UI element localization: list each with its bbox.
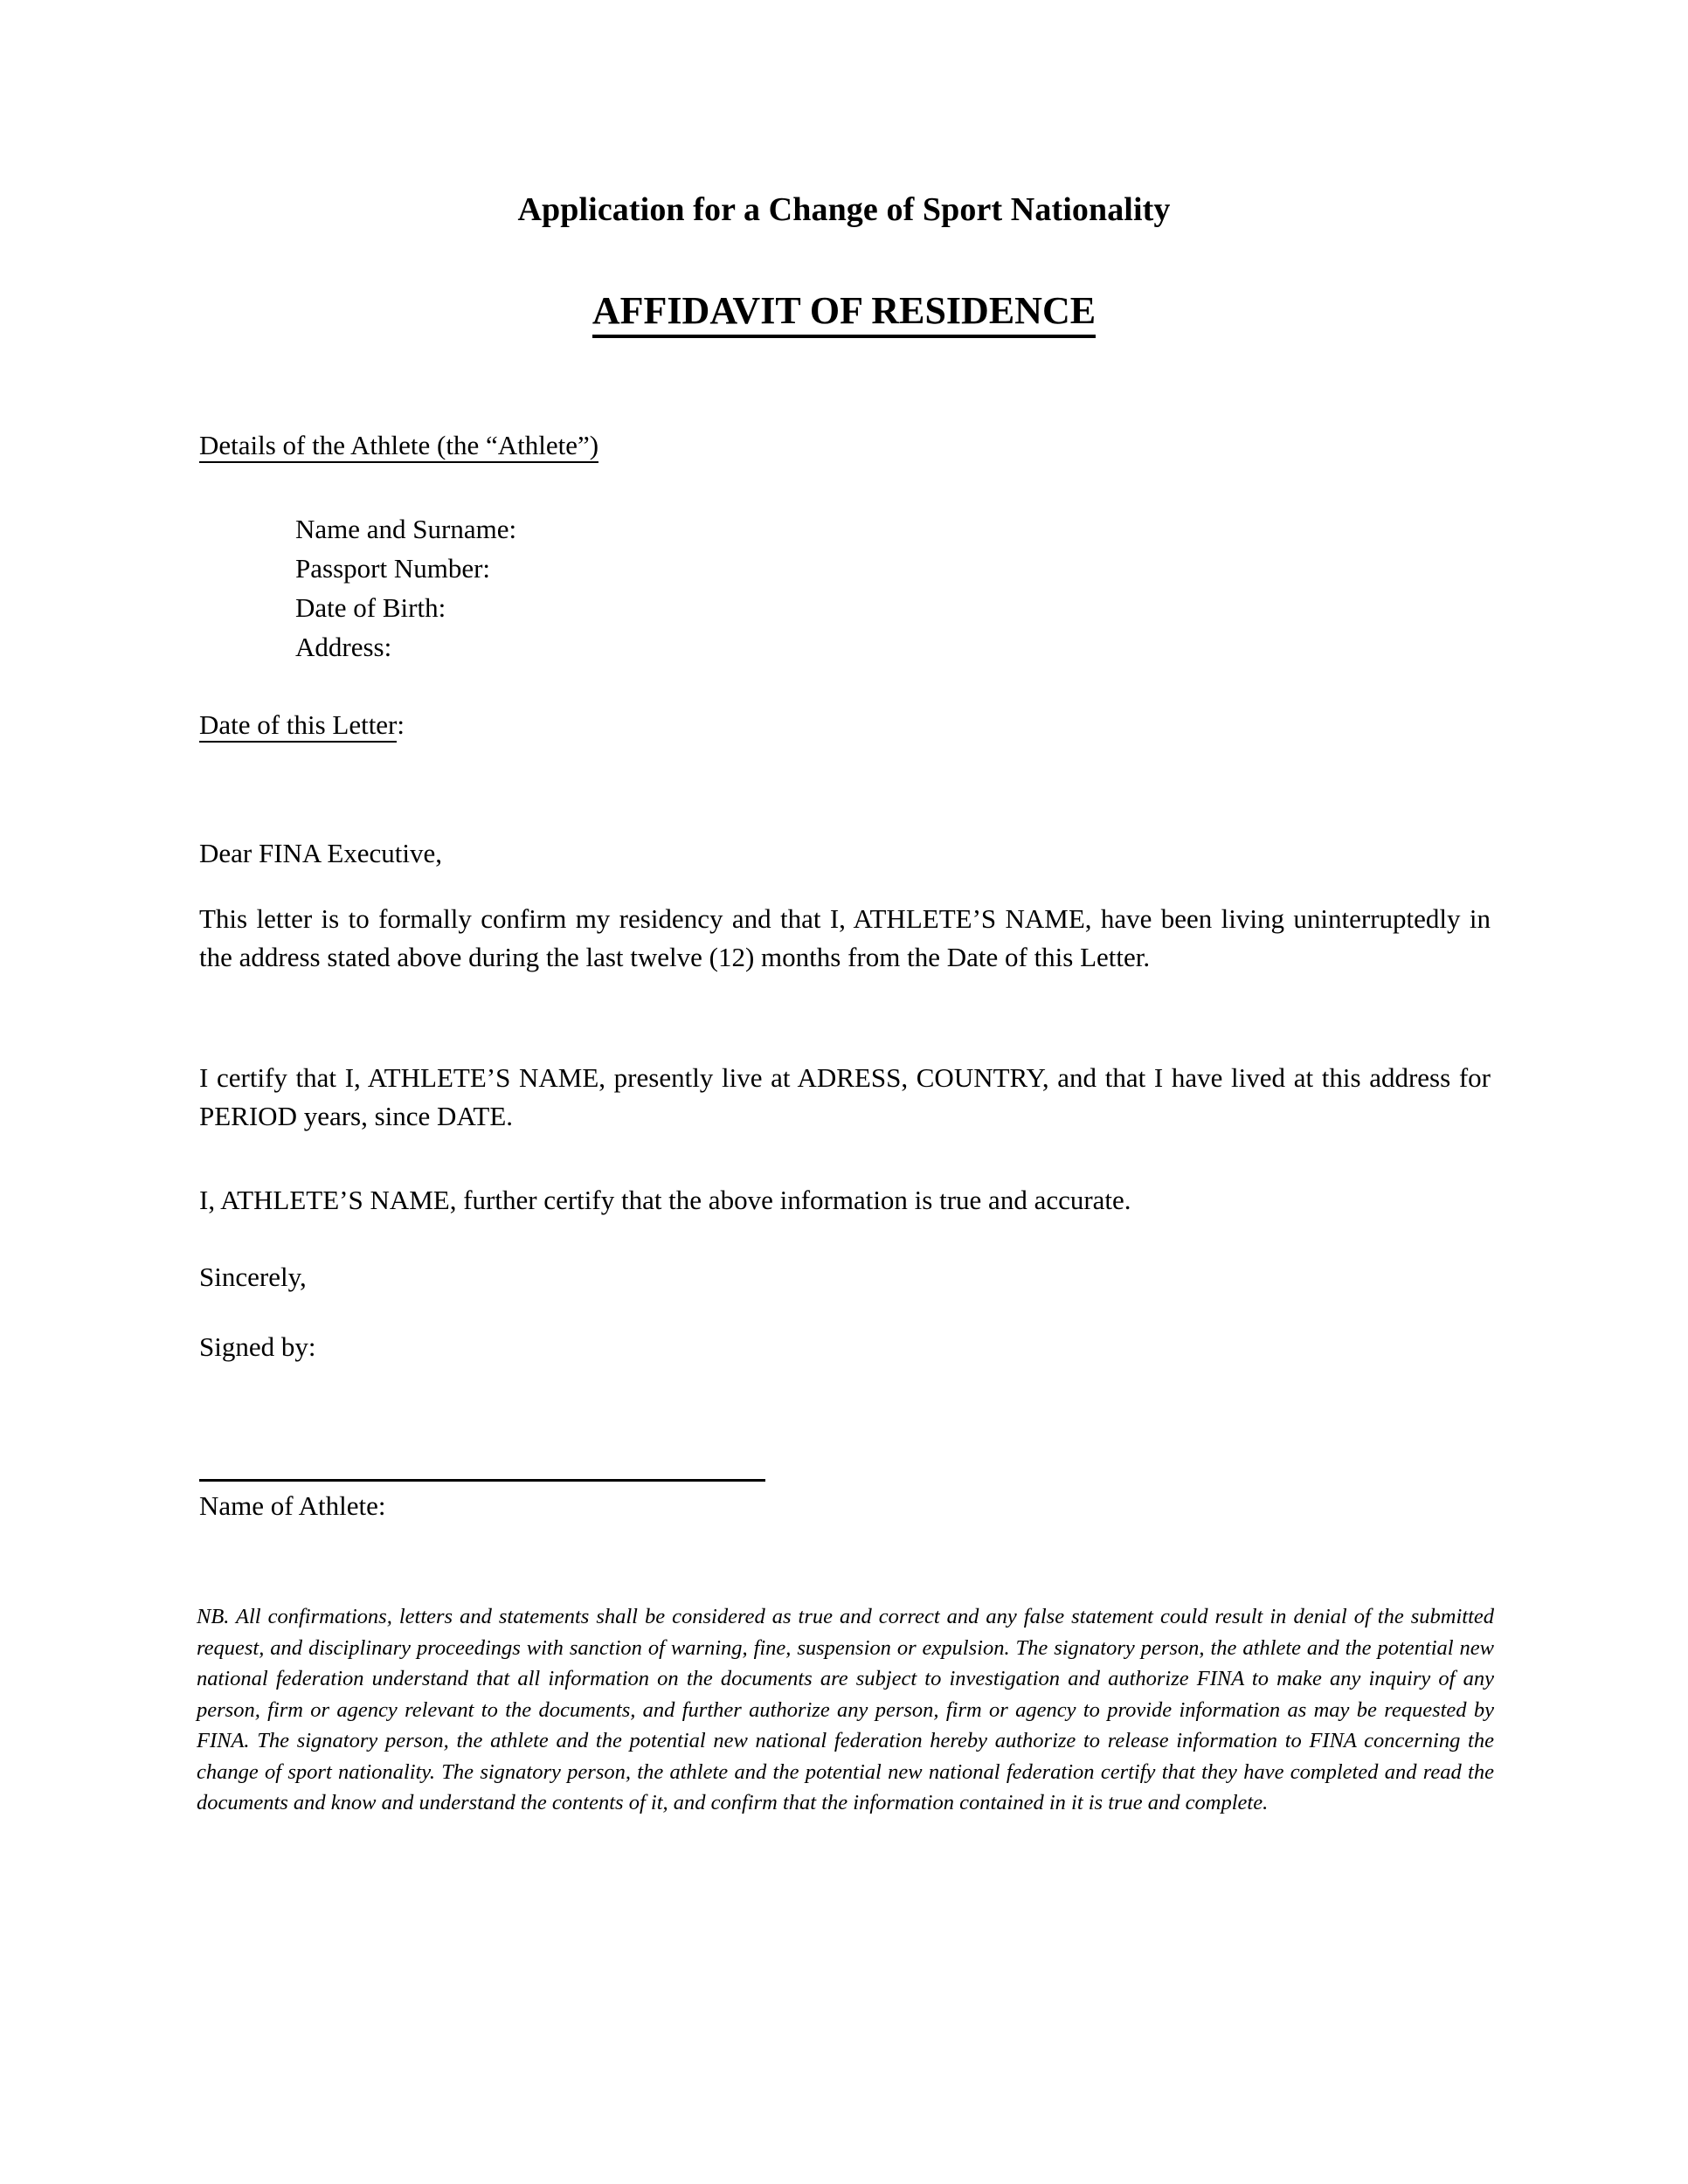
letter-paragraph-1: This letter is to formally confirm my residency and that I, ATHLETE’S NAME, have been living uninterruptedly in the address stated above during the last twelve (12) months from the Date of this Letter. [199,903,1491,972]
document-subtitle-text: AFFIDAVIT OF RESIDENCE [592,289,1096,338]
letter-salutation: Dear FINA Executive, [199,838,443,868]
footnote-nb: NB. All confirmations, letters and statements shall be considered as true and correct and any false statement could result in denial of the submitted request, and disciplinary proceedings with sanction of warning, fine, suspension or expulsion. The signatory person, the athlete and the potential new national federation understand that all information on the documents are subject to investigation and authorize FINA to make any inquiry of any person, firm or agency relevant to the documents, and further authorize any person, firm or agency to provide information as may be requested by FINA. The signatory person, the athlete and the potential new national federation hereby authorize to release information to FINA concerning the change of sport nationality. The signatory person, the athlete and the potential new national federation certify that they have completed and read the documents and know and understand the contents of it, and confirm that the information contained in it is true and complete. [197,1605,1494,1814]
name-of-athlete-label: Name of Athlete: [199,1490,386,1521]
athlete-details-field-list [295,509,516,667]
letter-paragraph-2: I certify that I, ATHLETE’S NAME, presently live at ADRESS, COUNTRY, and that I have lived at this address for PERIOD years, since DATE. [199,1062,1491,1131]
field-name-and-surname: Name and Surname: [295,514,517,544]
date-of-letter-heading [199,709,405,741]
date-of-letter-heading-text: Date of this Letter [199,709,397,743]
letter-signed-by: Signed by: [199,1331,316,1362]
date-of-letter-colon: : [397,709,405,740]
field-address: Address: [295,632,392,662]
page-title: Application for a Change of Sport Nationality [517,191,1171,228]
document-subtitle [0,288,1688,333]
field-passport-number: Passport Number: [295,553,491,584]
letter-closing: Sincerely, [199,1261,307,1292]
signature-line [199,1479,765,1482]
athlete-details-heading-text: Details of the Athlete (the “Athlete”) [199,430,598,463]
letter-paragraph-3: I, ATHLETE’S NAME, further certify that the above information is true and accurate. [199,1185,1131,1215]
field-date-of-birth: Date of Birth: [295,592,446,623]
athlete-details-heading [199,430,598,461]
